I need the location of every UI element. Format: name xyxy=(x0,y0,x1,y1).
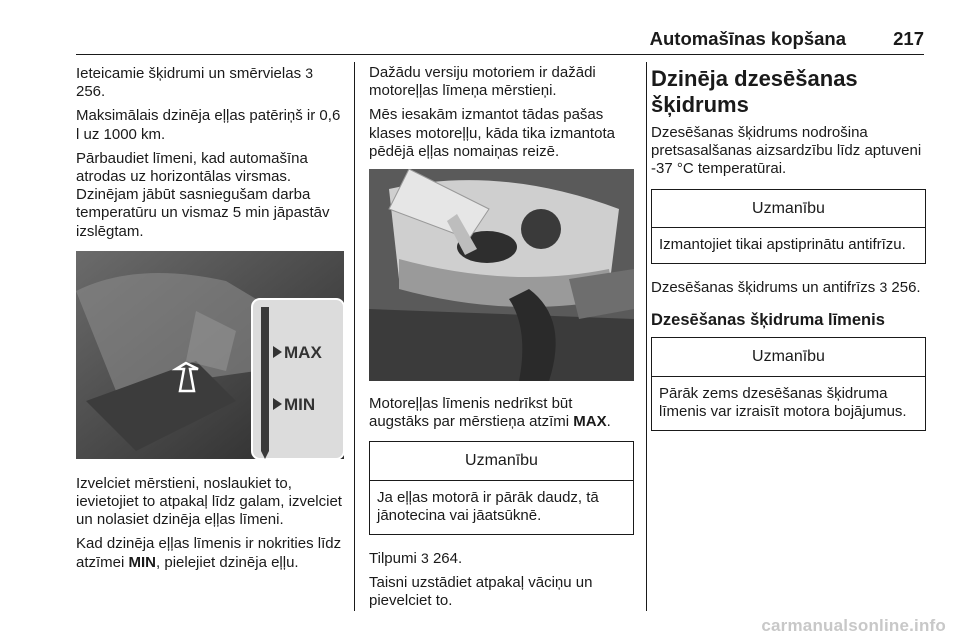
oil-filling-illustration xyxy=(369,169,634,381)
max-mark-text: MAX xyxy=(573,413,607,431)
column-right xyxy=(651,64,926,445)
paragraph: Dažādu versiju motoriem ir dažādi motoreļļas līmeņa mērstieņi. xyxy=(369,64,596,100)
paragraph: Pārbaudiet līmeni, kad automašīna atrodas uz horizontālas virsmas. Dzinējam jābūt sasniegušam darba temperatūru un vismaz 5 min jāpastāv izslēgtam. xyxy=(76,149,330,240)
caution-box xyxy=(651,337,926,431)
page-ref-arrow-icon: 3 xyxy=(879,279,888,296)
dipstick-illustration xyxy=(76,251,344,459)
caution-box xyxy=(369,441,634,535)
caution-text: Izmantojiet tikai apstiprinātu antifrīzu. xyxy=(659,235,906,253)
caution-title: Uzmanību xyxy=(652,190,925,228)
paragraph: Dzesēšanas šķidrums nodrošina pretsasalšanas aizsardzību līdz aptuveni -37 °C temperatūrai. xyxy=(651,124,922,178)
page-ref[interactable]: 256. xyxy=(891,279,921,297)
engine-dipstick-image xyxy=(76,251,344,459)
watermark-logo: carmanualsonline.info xyxy=(761,616,946,635)
min-mark-text: MIN xyxy=(128,553,157,571)
header-title: Automašīnas kopšana xyxy=(649,28,846,49)
page-header xyxy=(76,28,924,55)
column-middle xyxy=(369,64,634,617)
page-number: 217 xyxy=(893,28,924,49)
caution-text: Pārāk zems dzesēšanas šķidruma līmenis var izraisīt motora bojājumus. xyxy=(659,384,907,420)
subsection-heading: Dzesēšanas šķidruma līmenis xyxy=(651,311,885,330)
page-ref[interactable]: 256. xyxy=(76,83,106,101)
paragraph: Dzesēšanas šķidrums un antifrīzs 3 256. xyxy=(651,279,921,297)
caution-title: Uzmanību xyxy=(370,442,633,480)
paragraph: Maksimālais dzinēja eļļas patēriņš ir 0,6 l uz 1000 km. xyxy=(76,107,341,143)
paragraph: Izvelciet mērstieni, noslaukiet to, ievietojiet to atpakaļ līdz galam, izvelciet un nolasiet dzinēja eļļas līmeni. xyxy=(76,474,342,529)
paragraph xyxy=(76,64,344,101)
column-left xyxy=(76,64,344,578)
page-ref[interactable]: 264. xyxy=(432,550,463,568)
page-ref-arrow-icon: 3 xyxy=(420,550,429,567)
min-mark-label: MIN xyxy=(284,394,316,414)
column-divider xyxy=(354,62,355,611)
paragraph: Mēs iesakām izmantot tādas pašas klases motoreļļu, kāda tika izmantota pēdējā eļļas nomaiņas reizē. xyxy=(369,106,615,160)
paragraph: Kad dzinēja eļļas līmenis ir nokrities līdz atzīmei MIN, pielejiet dzinēja eļļu. xyxy=(76,535,342,571)
paragraph-text: Ieteicamie šķidrumi un smērvielas xyxy=(76,65,302,82)
paragraph: Taisni uzstādiet atpakaļ vāciņu un pievelciet to. xyxy=(369,574,593,610)
caution-box xyxy=(651,189,926,264)
column-divider xyxy=(646,62,647,611)
caution-title: Uzmanību xyxy=(652,338,925,376)
page-ref-arrow-icon: 3 xyxy=(305,65,314,81)
caution-text: Ja eļļas motorā ir pārāk daudz, tā jānotecina vai jāatsūknē. xyxy=(377,488,599,524)
oil-filling-image xyxy=(369,169,634,381)
section-heading: Dzinēja dzesēšanas šķidrums xyxy=(651,66,858,117)
paragraph: Tilpumi 3 264. xyxy=(369,550,463,568)
max-mark-label: MAX xyxy=(284,342,322,362)
paragraph: Motoreļļas līmenis nedrīkst būt augstāks par mērstieņa atzīmi MAX. xyxy=(369,395,611,431)
